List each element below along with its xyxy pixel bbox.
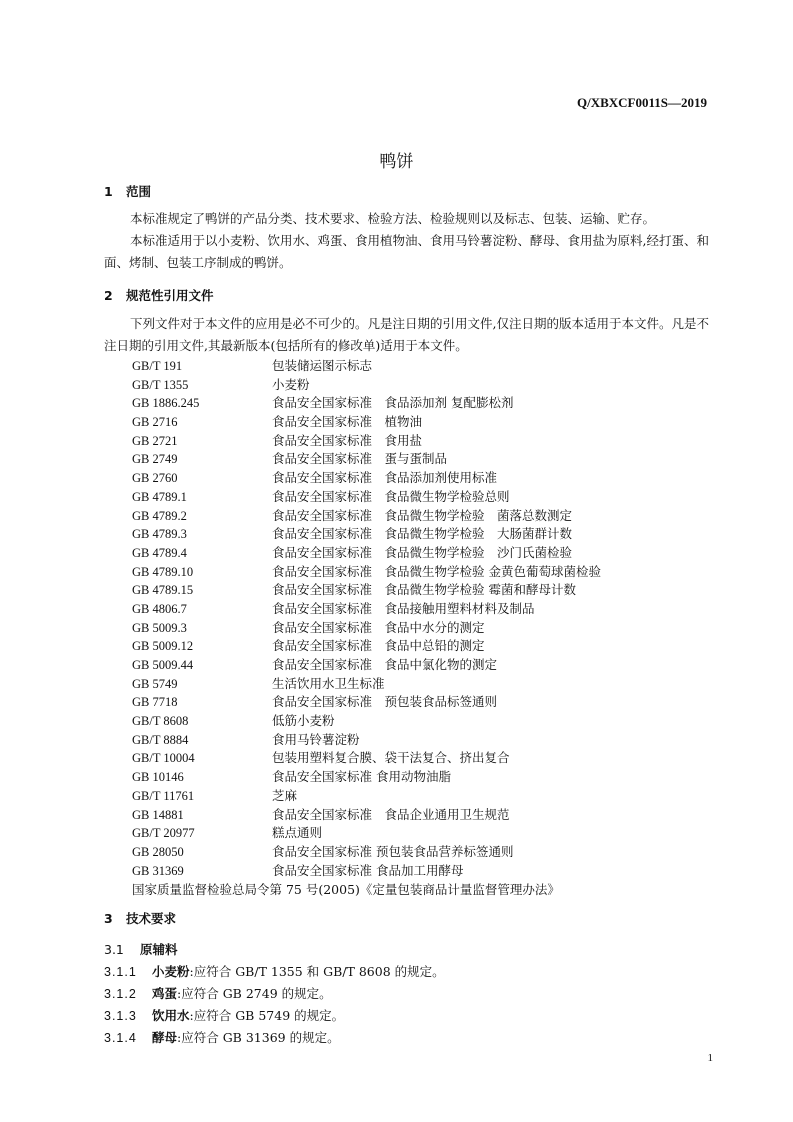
reference-code: GB 2749 (132, 452, 178, 467)
reference-row (132, 712, 601, 731)
reference-code: GB 2721 (132, 433, 178, 448)
reference-code: GB 2760 (132, 471, 178, 486)
reference-title: 食品安全国家标准 食品接触用塑料材料及制品 (272, 600, 535, 616)
reference-code: GB/T 10004 (132, 751, 195, 766)
reference-row (132, 563, 601, 582)
reference-title: 小麦粉 (272, 376, 310, 392)
scope-paragraph-1: 本标准规定了鸭饼的产品分类、技术要求、检验方法、检验规则以及标志、包装、运输、贮存。 (130, 211, 656, 226)
clause-number: 3.1.2 (104, 987, 137, 1001)
reference-title: 食品安全国家标准 植物油 (272, 414, 423, 430)
clause-3-1-4 (104, 1028, 340, 1046)
reference-row (132, 768, 601, 787)
clause-3-1-3 (104, 1006, 344, 1024)
reference-row (132, 656, 601, 675)
reference-title: 食品安全国家标准 食品微生物学检验 大肠菌群计数 (272, 526, 573, 542)
reference-row (132, 806, 601, 825)
reference-code: GB/T 11761 (132, 788, 195, 803)
reference-code: GB/T 20977 (132, 826, 195, 841)
clause-number: 3.1.1 (104, 965, 137, 979)
reference-row (132, 376, 601, 395)
reference-code: GB 28050 (132, 844, 184, 859)
reference-list (132, 357, 601, 880)
reference-code: GB 4789.2 (132, 508, 187, 523)
subsection-3-1-heading (104, 940, 178, 958)
reference-row (132, 731, 601, 750)
reference-row (132, 357, 601, 376)
clause-term: 小麦粉 (152, 964, 190, 979)
reference-title: 食品安全国家标准 食用盐 (272, 432, 423, 448)
reference-row (132, 824, 601, 843)
reference-title: 糕点通则 (272, 825, 323, 841)
reference-row (132, 675, 601, 694)
reference-title: 食品安全国家标准 食品添加剂 复配膨松剂 (272, 395, 514, 411)
reference-title: 食品安全国家标准 食品企业通用卫生规范 (272, 806, 510, 822)
reference-title: 食品安全国家标准 食品加工用酵母 (272, 862, 464, 878)
clause-text: :应符合 GB 2749 的规定。 (177, 986, 332, 1001)
clause-text: :应符合 GB 5749 的规定。 (189, 1008, 345, 1023)
reference-code: GB 1886.245 (132, 396, 200, 411)
reference-title: 食品安全国家标准 食品添加剂使用标准 (272, 470, 498, 486)
reference-title: 食品安全国家标准 食品微生物学检验总则 (272, 488, 510, 504)
section-title: 范围 (126, 184, 152, 199)
section-1-heading (104, 182, 151, 200)
reference-code: GB 4789.4 (132, 545, 187, 560)
section-title: 技术要求 (126, 911, 177, 926)
reference-title: 食品安全国家标准 食用动物油脂 (272, 769, 451, 785)
reference-code: GB/T 191 (132, 359, 183, 373)
section-number: 2 (104, 288, 113, 303)
reference-title: 生活饮用水卫生标准 (272, 675, 385, 691)
reference-code: GB 4789.15 (132, 583, 194, 598)
reference-title: 食品安全国家标准 食品微生物学检验 金黄色葡萄球菌检验 (272, 563, 601, 579)
reference-code: GB 5009.44 (132, 658, 194, 672)
scope-paragraph-2: 本标准适用于以小麦粉、饮用水、鸡蛋、食用植物油、食用马铃薯淀粉、酵母、食用盐为原料,经打蛋、和面、烤制、包装工序制成的鸭饼。 (104, 233, 709, 270)
reference-row (132, 693, 601, 712)
reference-title: 食品安全国家标准 食品中总铅的测定 (272, 638, 485, 654)
clause-term: 饮用水 (152, 1008, 190, 1023)
reference-title: 食品安全国家标准 食品中氯化物的测定 (272, 657, 498, 672)
section-number: 3 (104, 911, 113, 926)
reference-row (132, 469, 601, 488)
reference-code: GB 4789.10 (132, 564, 194, 579)
reference-title: 食品安全国家标准 蛋与蛋制品 (272, 451, 448, 467)
reference-title: 食品安全国家标准 食品微生物学检验 沙门氏菌检验 (272, 544, 573, 560)
clause-text: :应符合 GB 31369 的规定。 (177, 1030, 340, 1045)
reference-code: GB 5009.3 (132, 620, 187, 635)
clause-term: 酵母 (152, 1030, 178, 1045)
reference-title: 食品安全国家标准 食品中水分的测定 (272, 619, 485, 635)
reference-title: 食品安全国家标准 食品微生物学检验 菌落总数测定 (272, 507, 573, 523)
section-title: 规范性引用文件 (126, 288, 214, 303)
reference-code: GB 31369 (132, 863, 184, 878)
reference-row (132, 507, 601, 526)
reference-code: GB 4806.7 (132, 601, 187, 616)
reference-row (132, 749, 601, 768)
reference-row (132, 581, 601, 600)
reference-row (132, 843, 601, 862)
document-title: 鸭饼 (379, 152, 414, 172)
reference-title: 食用马铃薯淀粉 (272, 731, 360, 747)
clause-number: 3.1.4 (104, 1031, 137, 1045)
reference-row (132, 525, 601, 544)
clause-term: 鸡蛋 (152, 986, 178, 1001)
reference-row (132, 450, 601, 469)
clause-number: 3.1.3 (104, 1009, 137, 1023)
reference-row (132, 544, 601, 563)
section-number: 1 (104, 184, 113, 199)
reference-row (132, 413, 601, 432)
clause-3-1-2 (104, 984, 332, 1002)
reference-title: 包装用塑料复合膜、袋干法复合、挤出复合 (272, 750, 510, 766)
reference-title: 食品安全国家标准 预包装食品营养标签通则 (272, 843, 514, 859)
reference-code: GB 10146 (132, 770, 184, 785)
section-2-heading (104, 286, 214, 304)
reference-code: GB 5009.12 (132, 639, 194, 654)
reference-code: GB 14881 (132, 807, 184, 822)
clause-text: :应符合 GB/T 1355 和 GB/T 8608 的规定。 (189, 964, 445, 979)
reference-code: GB/T 1355 (132, 377, 189, 392)
reference-code: GB 5749 (132, 676, 178, 691)
reference-row (132, 432, 601, 451)
reference-title: 包装储运图示标志 (272, 358, 373, 373)
reference-title: 芝麻 (272, 787, 298, 803)
reference-title: 食品安全国家标准 预包装食品标签通则 (272, 694, 498, 710)
reference-title: 食品安全国家标准 食品微生物学检验 霉菌和酵母计数 (272, 582, 576, 598)
reference-row (132, 862, 601, 881)
subsection-title: 原辅料 (140, 942, 178, 957)
refs-intro-paragraph: 下列文件对于本文件的应用是必不可少的。凡是注日期的引用文件,仅注日期的版本适用于本文件。凡是不注日期的引用文件,其最新版本(包括所有的修改单)适用于本文件。 (104, 316, 709, 353)
reference-row (132, 637, 601, 656)
standard-code: Q/XBXCF0011S—2019 (576, 95, 707, 110)
reference-code: GB 7718 (132, 695, 178, 710)
reference-row (132, 600, 601, 619)
reference-code: GB 4789.1 (132, 489, 187, 504)
reference-row (132, 619, 601, 638)
reference-row (132, 787, 601, 806)
page-number: 1 (707, 1052, 713, 1064)
clause-3-1-1 (104, 962, 445, 980)
reference-code: GB 2716 (132, 415, 178, 430)
reference-code: GB/T 8608 (132, 714, 189, 729)
reference-row (132, 488, 601, 507)
section-3-heading (104, 909, 176, 927)
subsection-number: 3.1 (104, 942, 124, 957)
reference-code: GB 4789.3 (132, 527, 187, 542)
reference-code: GB/T 8884 (132, 732, 189, 747)
reference-row (132, 394, 601, 413)
reference-title: 低筋小麦粉 (272, 713, 335, 729)
reference-note: 国家质量监督检验总局令第 75 号(2005)《定量包装商品计量监督管理办法》 (132, 882, 560, 897)
